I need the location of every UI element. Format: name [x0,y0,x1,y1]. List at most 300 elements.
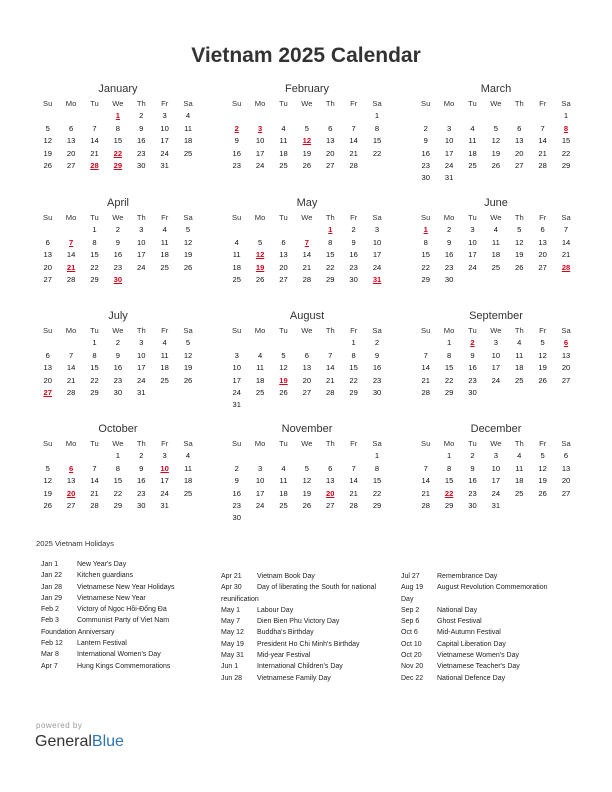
day-cell[interactable]: 9 [423,136,428,146]
day-cell[interactable]: 27 [561,375,571,385]
day-cell[interactable]: 8 [328,237,333,247]
day-cell[interactable]: 5 [517,225,522,235]
day-cell[interactable]: 24 [372,262,382,272]
day-cell[interactable]: 18 [160,250,169,260]
day-cell[interactable]: 18 [279,148,288,158]
day-cell[interactable]: 13 [66,136,76,146]
day-cell[interactable]: 16 [372,363,382,373]
day-cell[interactable]: 3 [493,451,498,461]
day-cell[interactable]: 14 [421,363,430,373]
day-cell[interactable]: 11 [232,250,241,260]
day-cell[interactable]: 28 [421,387,430,397]
day-cell[interactable]: 14 [90,136,99,146]
day-cell[interactable]: 4 [281,123,286,133]
day-cell[interactable]: 4 [162,225,167,235]
day-cell[interactable]: 27 [43,274,52,284]
day-cell[interactable]: 1 [351,338,356,348]
day-cell[interactable]: 15 [326,250,335,260]
day-cell[interactable]: 7 [563,225,569,235]
day-cell[interactable]: 3 [139,225,144,235]
day-cell[interactable]: 16 [232,488,241,498]
day-cell[interactable]: 22 [90,262,99,272]
day-cell[interactable]: 9 [351,237,356,247]
day-cell[interactable]: 10 [255,136,265,146]
holiday-day-cell[interactable]: 1 [115,111,120,121]
day-cell[interactable]: 9 [139,463,144,473]
day-cell[interactable]: 7 [540,123,545,133]
day-cell[interactable]: 18 [515,363,524,373]
day-cell[interactable]: 9 [139,123,144,133]
day-cell[interactable]: 13 [66,476,76,486]
day-cell[interactable]: 10 [372,237,382,247]
day-cell[interactable]: 24 [444,160,454,170]
day-cell[interactable]: 24 [137,375,146,385]
day-cell[interactable]: 14 [66,363,76,373]
day-cell[interactable]: 14 [538,136,547,146]
day-cell[interactable]: 26 [302,160,312,170]
day-cell[interactable]: 9 [115,350,120,360]
day-cell[interactable]: 29 [372,500,382,510]
holiday-day-cell[interactable]: 6 [563,338,569,348]
day-cell[interactable]: 5 [185,338,191,348]
day-cell[interactable]: 7 [92,123,97,133]
day-cell[interactable]: 10 [232,363,241,373]
day-cell[interactable]: 1 [92,338,97,348]
day-cell[interactable]: 20 [43,375,52,385]
day-cell[interactable]: 26 [302,500,312,510]
day-cell[interactable]: 21 [90,488,99,498]
day-cell[interactable]: 3 [493,338,498,348]
day-cell[interactable]: 14 [561,237,571,247]
day-cell[interactable]: 4 [234,237,239,247]
day-cell[interactable]: 8 [374,123,380,133]
day-cell[interactable]: 13 [561,350,571,360]
day-cell[interactable]: 18 [183,136,193,146]
day-cell[interactable]: 10 [255,476,265,486]
day-cell[interactable]: 29 [90,387,99,397]
day-cell[interactable]: 24 [160,488,169,498]
day-cell[interactable]: 7 [351,123,356,133]
day-cell[interactable]: 27 [302,387,312,397]
holiday-day-cell[interactable]: 2 [234,123,239,133]
day-cell[interactable]: 30 [421,173,430,183]
holiday-day-cell[interactable]: 20 [66,488,76,498]
day-cell[interactable]: 26 [491,160,501,170]
day-cell[interactable]: 25 [160,262,169,272]
day-cell[interactable]: 28 [349,160,358,170]
day-cell[interactable]: 15 [561,136,571,146]
day-cell[interactable]: 29 [326,274,335,284]
day-cell[interactable]: 16 [113,363,123,373]
day-cell[interactable]: 23 [232,500,241,510]
day-cell[interactable]: 22 [444,375,454,385]
day-cell[interactable]: 17 [160,136,169,146]
day-cell[interactable]: 23 [232,160,241,170]
day-cell[interactable]: 18 [232,262,241,272]
day-cell[interactable]: 26 [43,160,52,170]
day-cell[interactable]: 25 [279,160,288,170]
day-cell[interactable]: 11 [515,463,524,473]
day-cell[interactable]: 31 [137,387,146,397]
day-cell[interactable]: 20 [561,363,571,373]
day-cell[interactable]: 21 [349,148,358,158]
day-cell[interactable]: 31 [491,500,501,510]
day-cell[interactable]: 26 [279,387,288,397]
day-cell[interactable]: 10 [137,350,146,360]
day-cell[interactable]: 12 [302,476,312,486]
day-cell[interactable]: 17 [255,488,265,498]
day-cell[interactable]: 20 [326,148,335,158]
day-cell[interactable]: 8 [92,350,97,360]
day-cell[interactable]: 14 [326,363,335,373]
day-cell[interactable]: 3 [234,350,239,360]
day-cell[interactable]: 21 [66,375,76,385]
day-cell[interactable]: 30 [372,387,382,397]
day-cell[interactable]: 28 [538,160,547,170]
day-cell[interactable]: 28 [421,500,430,510]
day-cell[interactable]: 27 [326,500,335,510]
day-cell[interactable]: 19 [515,250,524,260]
holiday-day-cell[interactable]: 28 [561,262,571,272]
day-cell[interactable]: 7 [423,463,428,473]
day-cell[interactable]: 26 [183,375,193,385]
day-cell[interactable]: 3 [470,225,475,235]
holiday-day-cell[interactable]: 7 [304,237,309,247]
day-cell[interactable]: 14 [302,250,312,260]
day-cell[interactable]: 30 [137,500,146,510]
day-cell[interactable]: 2 [470,451,475,461]
day-cell[interactable]: 12 [43,476,52,486]
day-cell[interactable]: 4 [493,225,498,235]
day-cell[interactable]: 30 [468,500,477,510]
day-cell[interactable]: 23 [468,488,477,498]
day-cell[interactable]: 4 [185,111,191,121]
day-cell[interactable]: 8 [351,350,356,360]
day-cell[interactable]: 24 [255,160,265,170]
day-cell[interactable]: 20 [515,148,524,158]
day-cell[interactable]: 4 [517,338,522,348]
day-cell[interactable]: 6 [563,451,569,461]
day-cell[interactable]: 21 [302,262,312,272]
day-cell[interactable]: 9 [234,136,239,146]
day-cell[interactable]: 17 [372,250,382,260]
day-cell[interactable]: 18 [183,476,193,486]
day-cell[interactable]: 10 [160,123,169,133]
day-cell[interactable]: 29 [113,500,123,510]
day-cell[interactable]: 17 [491,476,501,486]
day-cell[interactable]: 23 [349,262,358,272]
day-cell[interactable]: 15 [90,250,99,260]
day-cell[interactable]: 28 [302,274,312,284]
day-cell[interactable]: 20 [279,262,288,272]
day-cell[interactable]: 4 [257,350,263,360]
day-cell[interactable]: 10 [444,136,454,146]
day-cell[interactable]: 13 [326,136,335,146]
holiday-day-cell[interactable]: 20 [326,488,335,498]
day-cell[interactable]: 21 [326,375,335,385]
day-cell[interactable]: 31 [444,173,454,183]
day-cell[interactable]: 22 [349,375,358,385]
day-cell[interactable]: 27 [279,274,288,284]
day-cell[interactable]: 31 [160,160,169,170]
day-cell[interactable]: 24 [468,262,477,272]
day-cell[interactable]: 13 [515,136,524,146]
holiday-day-cell[interactable]: 27 [43,387,52,397]
day-cell[interactable]: 13 [561,463,571,473]
day-cell[interactable]: 11 [515,350,524,360]
day-cell[interactable]: 10 [137,237,146,247]
day-cell[interactable]: 16 [349,250,358,260]
day-cell[interactable]: 15 [444,363,454,373]
day-cell[interactable]: 29 [349,387,358,397]
day-cell[interactable]: 29 [444,500,454,510]
day-cell[interactable]: 22 [372,488,382,498]
day-cell[interactable]: 13 [538,237,547,247]
day-cell[interactable]: 20 [302,375,312,385]
day-cell[interactable]: 5 [304,123,309,133]
day-cell[interactable]: 11 [184,123,192,133]
day-cell[interactable]: 20 [66,148,76,158]
day-cell[interactable]: 12 [183,237,193,247]
day-cell[interactable]: 5 [304,463,309,473]
day-cell[interactable]: 12 [279,363,288,373]
day-cell[interactable]: 28 [66,387,76,397]
day-cell[interactable]: 17 [255,148,265,158]
day-cell[interactable]: 2 [446,225,452,235]
day-cell[interactable]: 1 [374,111,380,121]
day-cell[interactable]: 5 [540,338,545,348]
day-cell[interactable]: 2 [139,111,144,121]
day-cell[interactable]: 9 [470,463,475,473]
day-cell[interactable]: 15 [113,476,123,486]
day-cell[interactable]: 24 [255,500,265,510]
day-cell[interactable]: 19 [43,488,52,498]
day-cell[interactable]: 1 [446,451,452,461]
day-cell[interactable]: 18 [279,488,288,498]
day-cell[interactable]: 7 [92,463,97,473]
day-cell[interactable]: 17 [468,250,477,260]
day-cell[interactable]: 23 [113,375,123,385]
day-cell[interactable]: 23 [137,148,146,158]
day-cell[interactable]: 16 [468,363,477,373]
day-cell[interactable]: 18 [468,148,477,158]
day-cell[interactable]: 19 [538,363,547,373]
day-cell[interactable]: 24 [137,262,146,272]
day-cell[interactable]: 14 [66,250,76,260]
day-cell[interactable]: 19 [538,476,547,486]
holiday-day-cell[interactable]: 12 [255,250,265,260]
day-cell[interactable]: 20 [43,262,52,272]
day-cell[interactable]: 20 [538,250,547,260]
day-cell[interactable]: 4 [185,451,191,461]
day-cell[interactable]: 1 [374,451,380,461]
holiday-day-cell[interactable]: 1 [328,225,333,235]
day-cell[interactable]: 19 [183,363,193,373]
day-cell[interactable]: 16 [468,476,477,486]
day-cell[interactable]: 21 [561,250,571,260]
day-cell[interactable]: 28 [349,500,358,510]
day-cell[interactable]: 25 [515,375,524,385]
day-cell[interactable]: 11 [491,237,500,247]
day-cell[interactable]: 25 [255,387,265,397]
day-cell[interactable]: 31 [160,500,169,510]
day-cell[interactable]: 22 [113,488,123,498]
day-cell[interactable]: 16 [137,476,146,486]
day-cell[interactable]: 6 [45,350,50,360]
holiday-day-cell[interactable]: 10 [160,463,169,473]
day-cell[interactable]: 22 [90,375,99,385]
day-cell[interactable]: 25 [232,274,241,284]
day-cell[interactable]: 15 [372,136,382,146]
holiday-day-cell[interactable]: 12 [302,136,312,146]
holiday-day-cell[interactable]: 31 [372,274,382,284]
day-cell[interactable]: 1 [115,451,120,461]
day-cell[interactable]: 19 [302,148,312,158]
day-cell[interactable]: 15 [113,136,123,146]
day-cell[interactable]: 26 [538,488,547,498]
day-cell[interactable]: 25 [279,500,288,510]
day-cell[interactable]: 23 [137,488,146,498]
day-cell[interactable]: 31 [232,400,241,410]
day-cell[interactable]: 11 [160,350,169,360]
day-cell[interactable]: 25 [491,262,501,272]
holiday-day-cell[interactable]: 22 [113,148,123,158]
day-cell[interactable]: 11 [256,363,265,373]
day-cell[interactable]: 13 [279,250,288,260]
day-cell[interactable]: 22 [326,262,335,272]
day-cell[interactable]: 22 [372,148,382,158]
day-cell[interactable]: 17 [160,476,169,486]
day-cell[interactable]: 10 [491,463,501,473]
day-cell[interactable]: 25 [515,488,524,498]
day-cell[interactable]: 6 [540,225,545,235]
holiday-day-cell[interactable]: 2 [470,338,475,348]
holiday-day-cell[interactable]: 19 [255,262,265,272]
day-cell[interactable]: 5 [45,463,50,473]
day-cell[interactable]: 3 [162,451,167,461]
day-cell[interactable]: 14 [349,476,358,486]
day-cell[interactable]: 12 [538,463,547,473]
day-cell[interactable]: 15 [349,363,358,373]
day-cell[interactable]: 5 [540,451,545,461]
day-cell[interactable]: 7 [328,350,333,360]
day-cell[interactable]: 6 [68,123,74,133]
day-cell[interactable]: 13 [326,476,335,486]
day-cell[interactable]: 21 [90,148,99,158]
day-cell[interactable]: 26 [43,500,52,510]
day-cell[interactable]: 29 [421,274,430,284]
day-cell[interactable]: 23 [468,375,477,385]
day-cell[interactable]: 11 [279,136,288,146]
day-cell[interactable]: 12 [515,237,524,247]
day-cell[interactable]: 17 [491,363,501,373]
day-cell[interactable]: 8 [374,463,380,473]
day-cell[interactable]: 9 [446,237,452,247]
day-cell[interactable]: 21 [421,488,430,498]
day-cell[interactable]: 6 [281,237,286,247]
day-cell[interactable]: 1 [446,338,452,348]
day-cell[interactable]: 30 [468,387,477,397]
day-cell[interactable]: 13 [43,250,52,260]
day-cell[interactable]: 11 [279,476,288,486]
day-cell[interactable]: 27 [561,488,571,498]
day-cell[interactable]: 12 [538,350,547,360]
day-cell[interactable]: 21 [538,148,547,158]
day-cell[interactable]: 26 [515,262,524,272]
day-cell[interactable]: 3 [257,463,263,473]
day-cell[interactable]: 5 [257,237,263,247]
day-cell[interactable]: 6 [304,350,309,360]
day-cell[interactable]: 27 [66,500,76,510]
day-cell[interactable]: 5 [45,123,50,133]
day-cell[interactable]: 27 [66,160,76,170]
day-cell[interactable]: 8 [115,463,120,473]
day-cell[interactable]: 16 [137,136,146,146]
day-cell[interactable]: 3 [139,338,144,348]
generalblue-logo[interactable] [35,733,124,751]
day-cell[interactable]: 6 [45,237,50,247]
day-cell[interactable]: 24 [160,148,169,158]
day-cell[interactable]: 30 [232,513,241,523]
day-cell[interactable]: 26 [538,375,547,385]
day-cell[interactable]: 25 [183,148,193,158]
day-cell[interactable]: 16 [113,250,123,260]
day-cell[interactable]: 19 [302,488,312,498]
day-cell[interactable]: 30 [444,274,454,284]
day-cell[interactable]: 6 [517,123,522,133]
holiday-day-cell[interactable]: 6 [68,463,74,473]
day-cell[interactable]: 30 [349,274,358,284]
day-cell[interactable]: 11 [184,463,192,473]
day-cell[interactable]: 5 [185,225,191,235]
holiday-day-cell[interactable]: 21 [66,262,76,272]
day-cell[interactable]: 19 [183,250,193,260]
holiday-day-cell[interactable]: 7 [68,237,74,247]
day-cell[interactable]: 18 [515,476,524,486]
day-cell[interactable]: 9 [234,476,239,486]
day-cell[interactable]: 14 [349,136,358,146]
day-cell[interactable]: 27 [538,262,547,272]
day-cell[interactable]: 3 [374,225,380,235]
day-cell[interactable]: 9 [374,350,380,360]
holiday-day-cell[interactable]: 1 [423,225,428,235]
day-cell[interactable]: 26 [183,262,193,272]
day-cell[interactable]: 18 [255,375,265,385]
day-cell[interactable]: 12 [491,136,501,146]
day-cell[interactable]: 4 [517,451,522,461]
day-cell[interactable]: 20 [561,476,571,486]
day-cell[interactable]: 2 [423,123,428,133]
day-cell[interactable]: 2 [115,225,120,235]
day-cell[interactable]: 4 [281,463,286,473]
day-cell[interactable]: 9 [115,237,120,247]
day-cell[interactable]: 8 [92,237,97,247]
day-cell[interactable]: 12 [183,350,193,360]
holiday-day-cell[interactable]: 22 [444,488,454,498]
day-cell[interactable]: 13 [302,363,312,373]
day-cell[interactable]: 16 [232,148,241,158]
day-cell[interactable]: 17 [137,363,146,373]
day-cell[interactable]: 18 [160,363,169,373]
day-cell[interactable]: 28 [326,387,335,397]
day-cell[interactable]: 8 [446,463,452,473]
day-cell[interactable]: 9 [470,350,475,360]
day-cell[interactable]: 23 [372,375,382,385]
day-cell[interactable]: 21 [349,488,358,498]
day-cell[interactable]: 11 [468,136,477,146]
day-cell[interactable]: 17 [232,375,241,385]
day-cell[interactable]: 29 [444,387,454,397]
